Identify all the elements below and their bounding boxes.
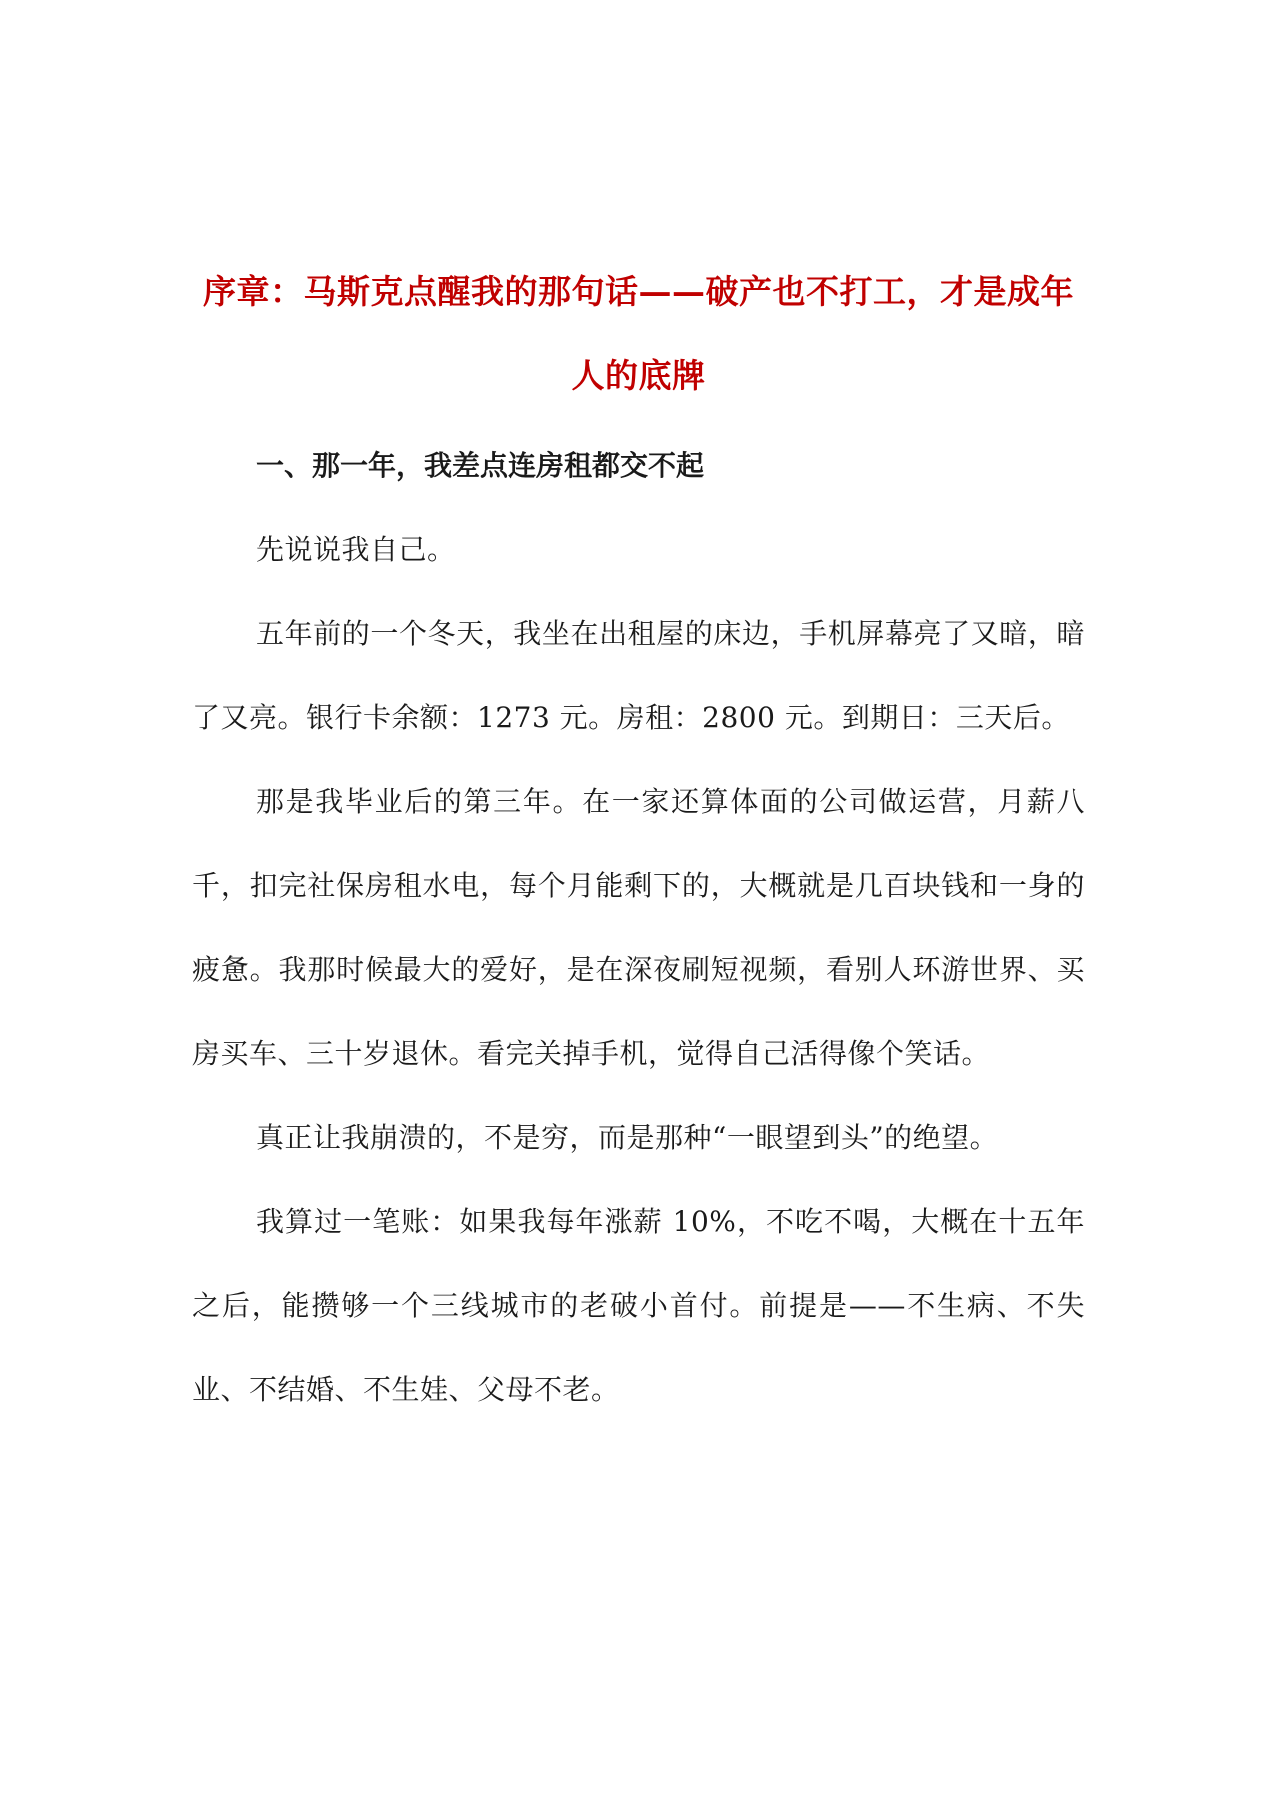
section-heading: 一、那一年，我差点连房租都交不起 (256, 449, 705, 482)
chapter-title: 序章：马斯克点醒我的那句话——破产也不打工，才是成年人的底牌 (203, 272, 1074, 395)
paragraph: 真正让我崩溃的，不是穷，而是那种“一眼望到头”的绝望。 (256, 1121, 999, 1154)
page-content (192, 250, 1085, 1432)
paragraph: 五年前的一个冬天，我坐在出租屋的床边，手机屏幕亮了又暗，暗了又亮。银行卡余额：1273 元。房租：2800 元。到期日：三天后。 (192, 617, 1085, 734)
paragraph: 那是我毕业后的第三年。在一家还算体面的公司做运营，月薪八千，扣完社保房租水电，每个月能剩下的，大概就是几百块钱和一身的疲惫。我那时候最大的爱好，是在深夜刷短视频，看别人环游世界、买房买车、三十岁退休。看完关掉手机，觉得自己活得像个笑话。 (192, 785, 1085, 1070)
paragraph: 先说说我自己。 (256, 533, 456, 566)
paragraph: 我算过一笔账：如果我每年涨薪 10%，不吃不喝，大概在十五年之后，能攒够一个三线城市的老破小首付。前提是——不生病、不失业、不结婚、不生娃、父母不老。 (192, 1205, 1085, 1406)
